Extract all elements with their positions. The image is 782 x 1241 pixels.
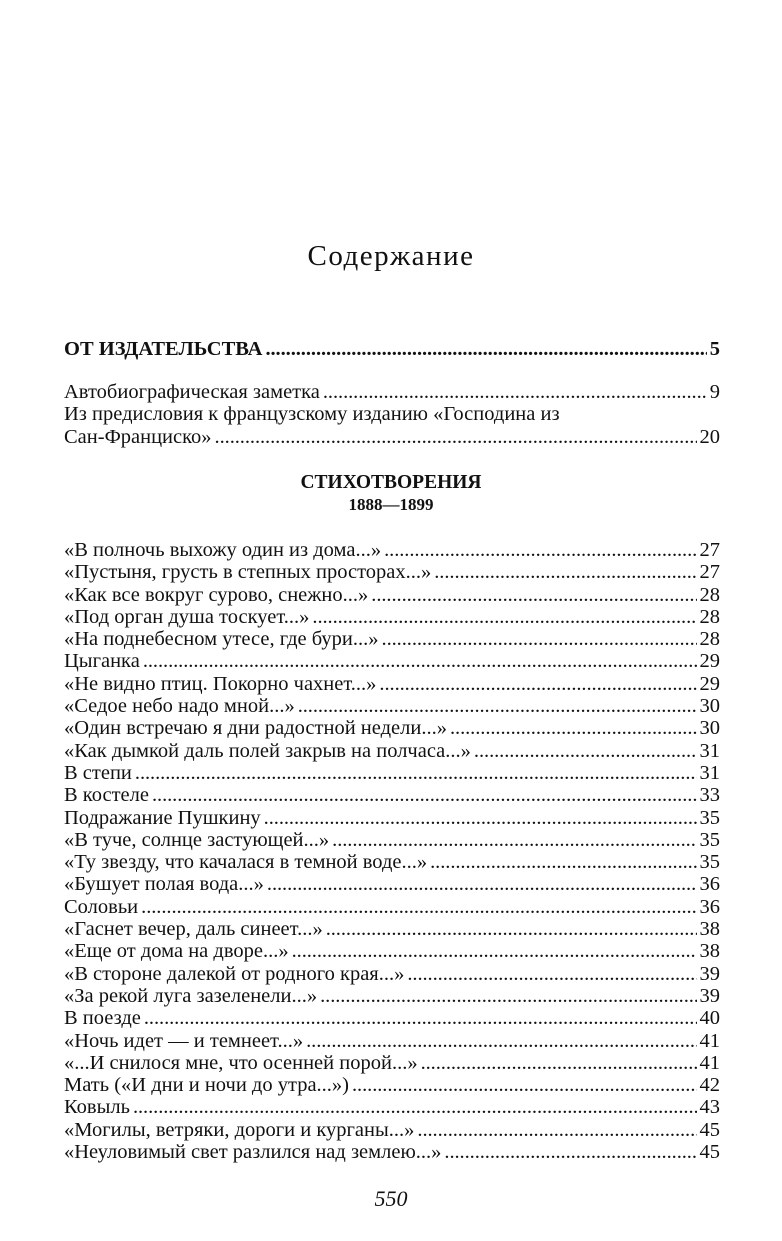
leader-dots (320, 985, 696, 1007)
toc-entry (64, 807, 720, 829)
toc-entry (64, 1119, 720, 1141)
toc-entry (64, 1052, 720, 1074)
toc-entry-page: 41 (699, 1029, 720, 1052)
toc-entry (64, 851, 720, 873)
leader-dots (312, 606, 696, 628)
toc-entry-page: 31 (699, 761, 720, 784)
section-heading: СТИХОТВОРЕНИЯ (300, 472, 482, 493)
front-matter (64, 338, 720, 360)
toc-entry-label: Сан-Франциско» (64, 425, 212, 448)
leader-dots (450, 717, 697, 739)
toc-entry-page: 35 (699, 806, 720, 829)
toc-entry-page: 28 (699, 583, 720, 606)
toc-entry-page: 39 (699, 984, 720, 1007)
leader-dots (267, 873, 697, 895)
page-number: 550 (374, 1186, 408, 1211)
toc-entry-page: 28 (699, 605, 720, 628)
toc-entry-page: 39 (699, 962, 720, 985)
toc-entry (64, 1141, 720, 1163)
toc-entry-label: «Бушует полая вода...» (64, 873, 264, 896)
poems-list (64, 539, 720, 1163)
toc-entry-page: 45 (699, 1118, 720, 1141)
toc-entry-label: «Седое небо надо мной...» (64, 695, 295, 718)
toc-entry (64, 873, 720, 895)
toc-entry (64, 1074, 720, 1096)
toc-entry-label: Ковыль (64, 1096, 130, 1119)
toc-entry-page: 36 (699, 895, 720, 918)
toc-entry-page: 33 (699, 784, 720, 807)
toc-entry-page: 9 (709, 381, 720, 403)
toc-entry (64, 740, 720, 762)
leader-dots (152, 784, 697, 806)
toc-entry-label: «Еще от дома на дворе...» (64, 940, 289, 963)
toc-entry-page: 42 (699, 1074, 720, 1097)
leader-dots (326, 918, 697, 940)
toc-entry-label: «В стороне далекой от родного края...» (64, 962, 405, 985)
leader-dots (264, 807, 697, 829)
leader-dots (332, 829, 696, 851)
toc-entry-page: 30 (699, 695, 720, 718)
toc-entry-label: Цыганка (64, 650, 140, 673)
toc-entry-label: Мать («И дни и ночи до утра...») (64, 1074, 349, 1097)
toc-entry (64, 584, 720, 606)
leader-dots (298, 695, 697, 717)
leader-dots (306, 1030, 696, 1052)
toc-entry-label: «Пустыня, грусть в степных просторах...» (64, 561, 432, 584)
toc-entry-publisher (64, 338, 720, 360)
leader-dots (135, 762, 697, 784)
toc-entry (64, 985, 720, 1007)
toc-entry-page: 40 (699, 1007, 720, 1030)
leader-dots (144, 1007, 697, 1029)
leader-dots (379, 673, 696, 695)
toc-entry-page: 27 (699, 561, 720, 584)
toc-entry (64, 426, 720, 448)
leader-dots (352, 1074, 697, 1096)
toc-entry-label: «Неуловимый свет разлился над землею...» (64, 1141, 442, 1164)
toc-entry (64, 829, 720, 851)
leader-dots (417, 1119, 696, 1141)
toc-entry-page: 43 (699, 1096, 720, 1119)
toc-entry-label: В поезде (64, 1007, 141, 1030)
leader-dots (143, 650, 697, 672)
toc-entry-label: «Как дымкой даль полей закрыв на полчаса...» (64, 739, 471, 762)
toc-entry (64, 695, 720, 717)
toc-entry-label: Автобиографическая заметка (64, 381, 320, 403)
toc-entry-label: «За рекой луга зазеленели...» (64, 984, 318, 1007)
toc-entry-label: «Как все вокруг сурово, снежно...» (64, 583, 369, 606)
toc-entry (64, 628, 720, 650)
toc-entry (64, 717, 720, 739)
leader-dots (407, 963, 696, 985)
toc-entry-page: 5 (709, 338, 720, 360)
toc-entry (64, 561, 720, 583)
toc-entry (64, 1007, 720, 1029)
toc-entry-label: «Ту звезду, что качалася в темной воде...» (64, 851, 428, 874)
toc-entry-label: «Один встречаю я дни радостной недели...» (64, 717, 447, 740)
section-years: 1888—1899 (348, 495, 434, 514)
toc-entry-page: 38 (699, 940, 720, 963)
toc-entry-label: В степи (64, 761, 132, 784)
toc-entry-label: «В туче, солнце застующей...» (64, 828, 330, 851)
toc-entry (64, 381, 720, 403)
toc-entry (64, 1030, 720, 1052)
leader-dots (421, 1052, 697, 1074)
toc-entry-label: Подражание Пушкину (64, 806, 261, 829)
leader-dots (215, 426, 697, 448)
toc-entry (64, 784, 720, 806)
toc-entry-page: 30 (699, 717, 720, 740)
toc-entry (64, 918, 720, 940)
toc-entry-page: 36 (699, 873, 720, 896)
leader-dots (133, 1096, 697, 1118)
leader-dots (382, 628, 697, 650)
leader-dots (141, 896, 696, 918)
toc-entry (64, 673, 720, 695)
leader-dots (323, 381, 707, 403)
toc-entry-label: «В полночь выхожу один из дома...» (64, 539, 382, 561)
toc-entry-page: 20 (699, 425, 720, 448)
toc-entry (64, 940, 720, 962)
leader-dots (474, 740, 697, 762)
leader-dots (434, 561, 696, 583)
toc-entry-label: «Могилы, ветряки, дороги и курганы...» (64, 1118, 415, 1141)
leader-dots (292, 940, 697, 962)
toc-entry-label: «Не видно птиц. Покорно чахнет...» (64, 672, 377, 695)
leader-dots (444, 1141, 696, 1163)
toc-entry-label: «На поднебесном утесе, где бури...» (64, 628, 379, 651)
toc-entry-page: 31 (699, 739, 720, 762)
toc-entry-page: 27 (699, 539, 720, 561)
toc-entry-page: 29 (699, 650, 720, 673)
toc-entry (64, 896, 720, 918)
toc-entry-label: Соловьи (64, 895, 139, 918)
toc-entry (64, 606, 720, 628)
toc-entry-page: 28 (699, 628, 720, 651)
toc-entry-label: «Гаснет вечер, даль синеет...» (64, 918, 323, 941)
toc-entry-label: «Под орган душа тоскует...» (64, 605, 310, 628)
toc-entry (64, 650, 720, 672)
leader-dots (430, 851, 696, 873)
toc-entry-page: 29 (699, 672, 720, 695)
toc-entry-label: «...И снилося мне, что осенней порой...» (64, 1051, 418, 1074)
leader-dots (371, 584, 696, 606)
page-title: Содержание (307, 240, 475, 272)
toc-entry-page: 38 (699, 918, 720, 941)
toc-entry (64, 762, 720, 784)
toc-entry-label-line: Из предисловия к французскому изданию «Господина из (64, 403, 560, 426)
toc-entry-page: 45 (699, 1141, 720, 1164)
intro-entries (64, 381, 720, 448)
toc-entry-page: 35 (699, 851, 720, 874)
toc-entry (64, 963, 720, 985)
toc-entry (64, 539, 720, 561)
toc-entry-label: «Ночь идет — и темнеет...» (64, 1029, 304, 1052)
toc-entry (64, 1096, 720, 1118)
toc-entry-label: В костеле (64, 784, 149, 807)
toc-entry-page: 35 (699, 828, 720, 851)
toc-entry-page: 41 (699, 1051, 720, 1074)
toc-entry-label: ОТ ИЗДАТЕЛЬСТВА (64, 338, 263, 360)
leader-dots (384, 539, 696, 561)
leader-dots (265, 338, 706, 360)
